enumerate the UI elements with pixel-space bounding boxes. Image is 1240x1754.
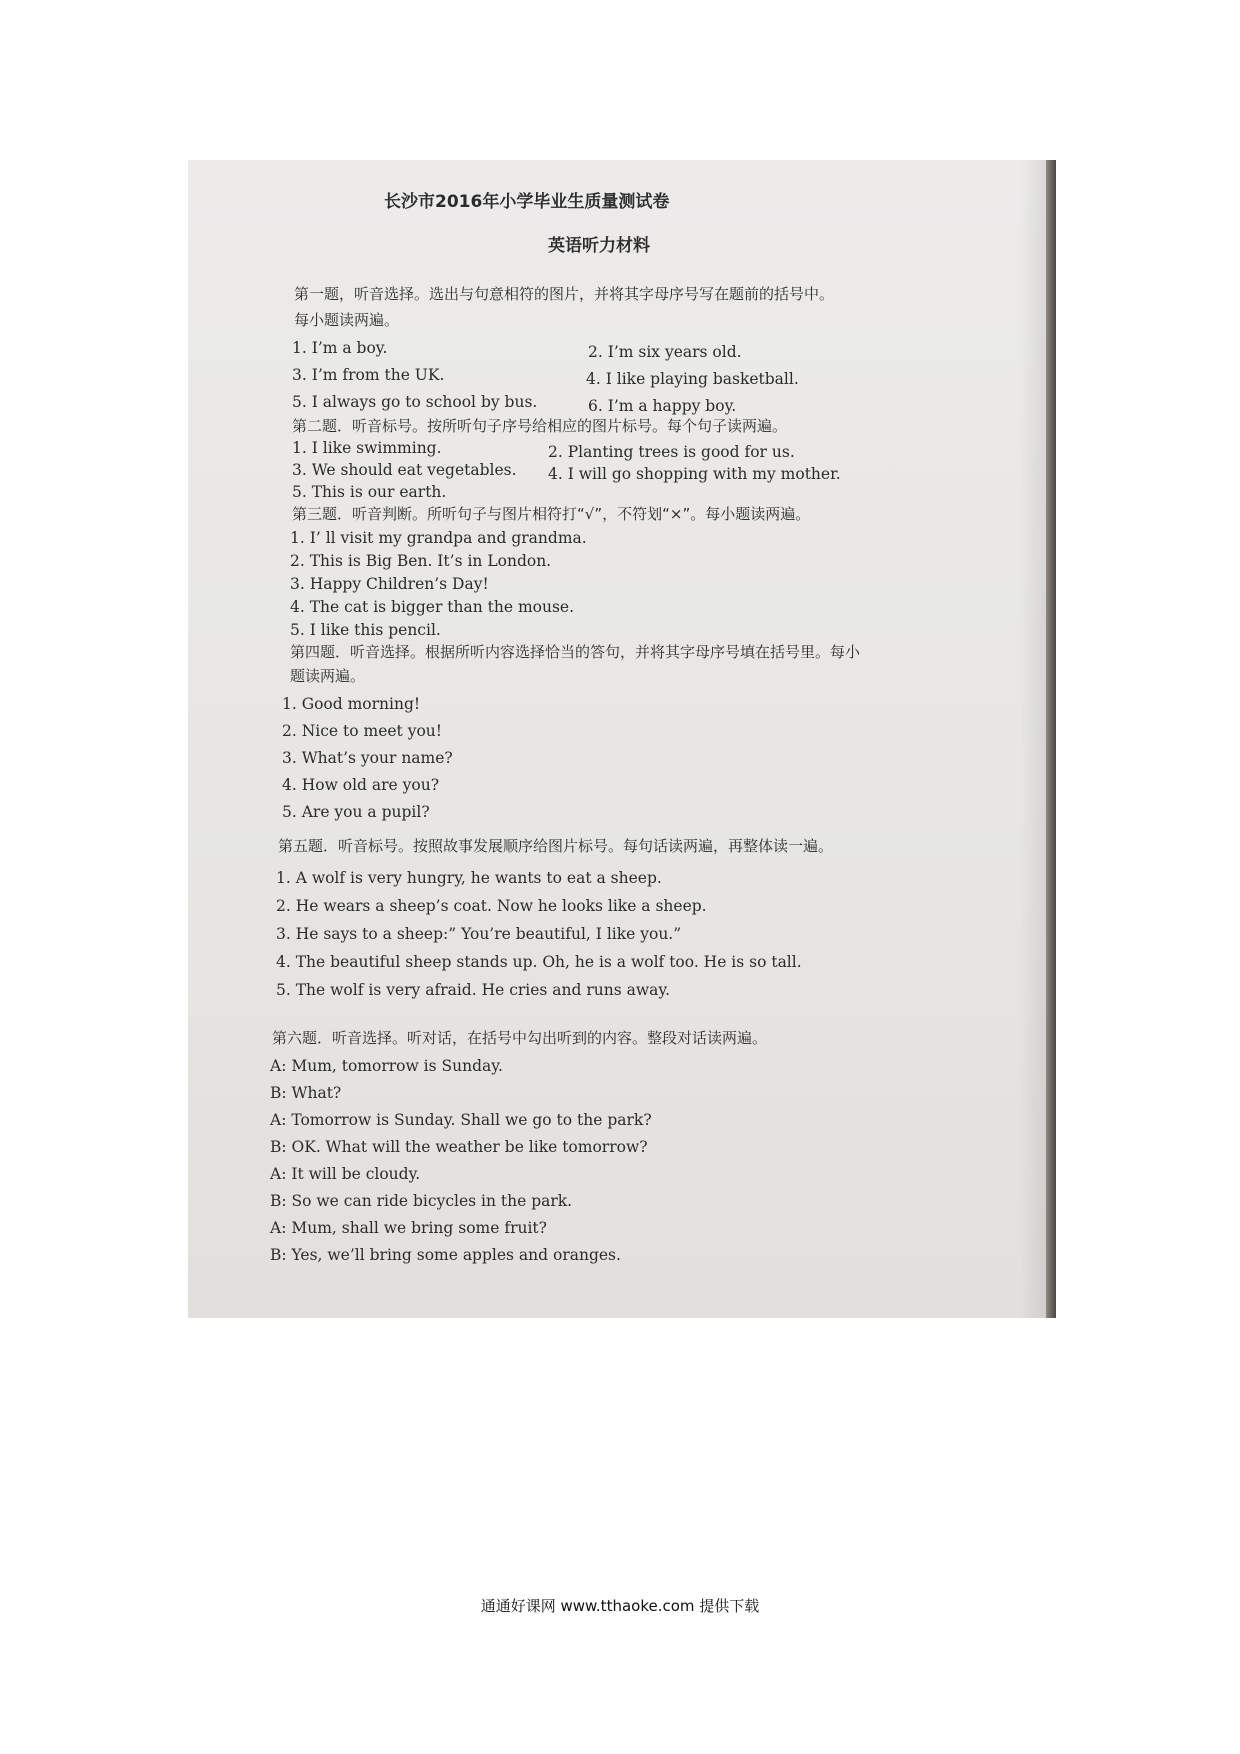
- section-1-item: 5. I always go to school by bus.: [292, 393, 538, 411]
- section-5-item: 4. The beautiful sheep stands up. Oh, he is a wolf too. He is so tall.: [276, 953, 802, 971]
- section-4-item: 3. What’s your name?: [282, 749, 453, 767]
- section-3-item: 2. This is Big Ben. It’s in London.: [290, 552, 552, 570]
- section-3-item: 1. I’ ll visit my grandpa and grandma.: [290, 529, 587, 547]
- section-6-heading: 第六题．听音选择。听对话，在括号中勾出听到的内容。整段对话读两遍。: [272, 1029, 768, 1047]
- section-1-heading-cont: 每小题读两遍。: [294, 311, 400, 329]
- download-footer: 通通好课网 www.tthaoke.com 提供下载: [480, 1597, 760, 1615]
- section-1-heading: 第一题，听音选择。选出与句意相符的图片，并将其字母序号写在题前的括号中。: [294, 285, 835, 303]
- exam-subtitle: 英语听力材料: [548, 236, 650, 256]
- dialogue-line: A: Mum, tomorrow is Sunday.: [270, 1057, 503, 1075]
- dialogue-line: B: What?: [270, 1084, 342, 1102]
- section-4-item: 4. How old are you?: [282, 776, 440, 794]
- section-4-item: 2. Nice to meet you!: [282, 722, 443, 740]
- section-5-item: 1. A wolf is very hungry, he wants to eat a sheep.: [276, 869, 662, 887]
- dialogue-line: B: OK. What will the weather be like tomorrow?: [270, 1138, 648, 1156]
- paper-shadow: [1020, 160, 1046, 1318]
- section-5-item: 2. He wears a sheep’s coat. Now he looks like a sheep.: [276, 897, 707, 915]
- section-4-item: 5. Are you a pupil?: [282, 803, 430, 821]
- section-1-item: 4. I like playing basketball.: [586, 370, 799, 388]
- section-2-item: 2. Planting trees is good for us.: [548, 443, 795, 461]
- section-5-item: 3. He says to a sheep:” You’re beautiful, I like you.”: [276, 925, 682, 943]
- section-3-item: 3. Happy Children’s Day!: [290, 575, 489, 593]
- dialogue-line: A: It will be cloudy.: [270, 1165, 421, 1183]
- section-5-heading: 第五题．听音标号。按照故事发展顺序给图片标号。每句话读两遍，再整体读一遍。: [278, 837, 834, 855]
- section-3-item: 4. The cat is bigger than the mouse.: [290, 598, 575, 616]
- section-1-item: 6. I’m a happy boy.: [588, 397, 737, 415]
- section-2-item: 4. I will go shopping with my mother.: [548, 465, 841, 483]
- exam-title: 长沙市2016年小学毕业生质量测试卷: [384, 192, 670, 212]
- section-1-item: 1. I’m a boy.: [292, 339, 388, 357]
- section-4-heading: 第四题．听音选择。根据所听内容选择恰当的答句，并将其字母序号填在括号里。每小: [290, 643, 861, 661]
- section-1-item: 2. I’m six years old.: [588, 343, 742, 361]
- scanned-exam-photo: [188, 160, 1056, 1318]
- dialogue-line: B: So we can ride bicycles in the park.: [270, 1192, 573, 1210]
- dialogue-line: A: Mum, shall we bring some fruit?: [270, 1219, 547, 1237]
- section-2-item: 3. We should eat vegetables.: [292, 461, 517, 479]
- section-2-item: 1. I like swimming.: [292, 439, 442, 457]
- dialogue-line: A: Tomorrow is Sunday. Shall we go to the park?: [270, 1111, 652, 1129]
- section-4-item: 1. Good morning!: [282, 695, 421, 713]
- section-1-item: 3. I’m from the UK.: [292, 366, 445, 384]
- photo-dark-edge: [1046, 160, 1056, 1318]
- section-5-item: 5. The wolf is very afraid. He cries and runs away.: [276, 981, 671, 999]
- dialogue-line: B: Yes, we’ll bring some apples and oranges.: [270, 1246, 621, 1264]
- section-2-item: 5. This is our earth.: [292, 483, 447, 501]
- section-3-item: 5. I like this pencil.: [290, 621, 441, 639]
- section-4-heading-cont: 题读两遍。: [290, 667, 366, 685]
- section-3-heading: 第三题．听音判断。所听句子与图片相符打“√”，不符划“×”。每小题读两遍。: [292, 505, 811, 523]
- section-2-heading: 第二题．听音标号。按所听句子序号给相应的图片标号。每个句子读两遍。: [292, 417, 788, 435]
